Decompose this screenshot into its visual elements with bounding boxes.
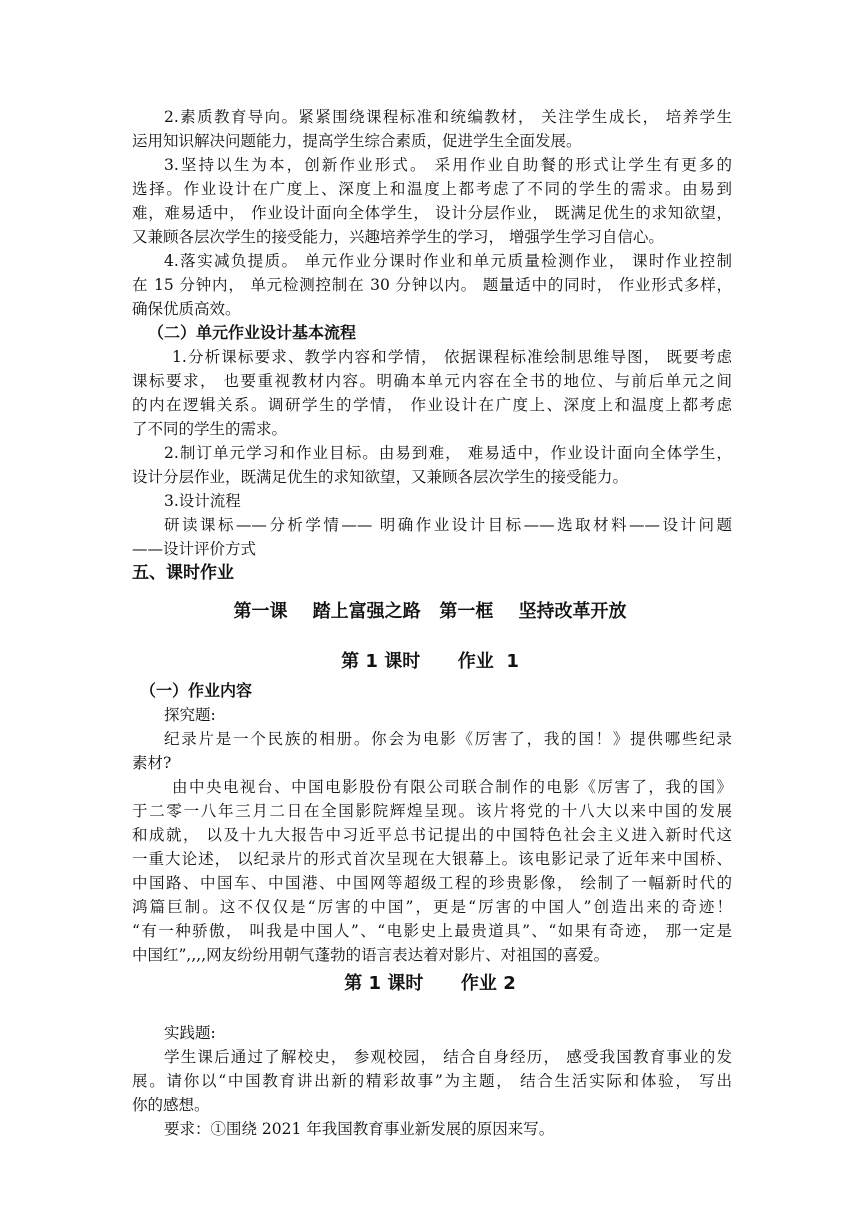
paragraph-line: 一重大论述， 以纪录片的形式首次呈现在大银幕上。该电影记录了近年来中国桥、 bbox=[132, 850, 732, 868]
paragraph-line: 4.落实减负提质。 单元作业分课时作业和单元质量检测作业， 课时作业控制 bbox=[164, 252, 732, 270]
paragraph-line: 设计分层作业，既满足优生的求知欲望，又兼顾各层次学生的接受能力。 bbox=[132, 468, 629, 486]
section-heading-workflow: （二）单元作业设计基本流程 bbox=[148, 323, 357, 342]
paragraph-line: 实践题: bbox=[164, 1024, 216, 1042]
homework-1-title: 第 1 课时 作业 1 bbox=[341, 651, 519, 672]
paragraph-line: 学生课后通过了解校史， 参观校园， 结合自身经历， 感受我国教育事业的发 bbox=[164, 1048, 732, 1066]
paragraph-line: 素材? bbox=[132, 754, 172, 772]
paragraph-line: 确保优质高效。 bbox=[132, 300, 241, 318]
paragraph-line: 要求：①围绕 2021 年我国教育事业新发展的原因来写。 bbox=[164, 1120, 555, 1138]
paragraph-line: 3.设计流程 bbox=[164, 492, 241, 510]
paragraph-line: 运用知识解决问题能力，提高学生综合素质，促进学生全面发展。 bbox=[132, 132, 582, 150]
paragraph-line: 选择。作业设计在广度上、深度上和温度上都考虑了不同的学生的需求。由易到 bbox=[132, 180, 732, 198]
paragraph-line: 了不同的学生的需求。 bbox=[132, 420, 288, 438]
paragraph-line: 在 15 分钟内， 单元检测控制在 30 分钟以内。 题量适中的同时， 作业形式多样， bbox=[132, 276, 732, 294]
paragraph-line: 难，难易适中， 作业设计面向全体学生， 设计分层作业， 既满足优生的求知欲望， bbox=[132, 204, 732, 222]
paragraph-line: 研读课标——分析学情—— 明确作业设计目标——选取材料——设计问题 bbox=[164, 516, 732, 534]
lesson-title: 第一课 踏上富强之路 第一框 坚持改革开放 bbox=[233, 601, 627, 622]
paragraph-line: 纪录片是一个民族的相册。你会为电影《厉害了，我的国！》提供哪些纪录 bbox=[164, 730, 732, 748]
paragraph-line: 你的感想。 bbox=[132, 1096, 210, 1114]
paragraph-line: 课标要求， 也要重视教材内容。明确本单元内容在全书的地位、与前后单元之间 bbox=[132, 372, 732, 390]
paragraph-line: 探究题: bbox=[164, 706, 216, 724]
homework-2-title: 第 1 课时 作业 2 bbox=[344, 973, 516, 994]
paragraph-line: 2.素质教育导向。紧紧围绕课程标准和统编教材， 关注学生成长， 培养学生 bbox=[164, 108, 732, 126]
paragraph-line: 鸿篇巨制。这不仅仅是“厉害的中国”，更是“厉害的中国人”创造出来的奇迹！ bbox=[132, 898, 732, 916]
homework-content-heading: （一）作业内容 bbox=[140, 681, 253, 700]
paragraph-line: 由中央电视台、中国电影股份有限公司联合制作的电影《厉害了，我的国》 bbox=[172, 778, 732, 796]
paragraph-line: 展。请你以“中国教育讲出新的精彩故事”为主题， 结合生活实际和体验， 写出 bbox=[132, 1072, 732, 1090]
paragraph-line: 1.分析课标要求、教学内容和学情， 依据课程标准绘制思维导图， 既要考虑 bbox=[172, 348, 732, 366]
paragraph-line: “有一种骄傲， 叫我是中国人”、“电影史上最贵道具”、“如果有奇迹， 那一定是 bbox=[132, 922, 732, 940]
paragraph-line: 的内在逻辑关系。调研学生的学情， 作业设计在广度上、深度上和温度上都考虑 bbox=[132, 396, 732, 414]
paragraph-line: 又兼顾各层次学生的接受能力，兴趣培养学生的学习， 增强学生学习自信心。 bbox=[132, 228, 664, 246]
paragraph-line: 中国路、中国车、中国港、中国网等超级工程的珍贵影像， 绘制了一幅新时代的 bbox=[132, 874, 732, 892]
paragraph-line: 2.制订单元学习和作业目标。由易到难， 难易适中，作业设计面向全体学生， bbox=[164, 444, 732, 462]
paragraph-line: 中国红”,,,,网友纷纷用朝气蓬勃的语言表达着对影片、对祖国的喜爱。 bbox=[132, 946, 610, 964]
paragraph-line: 于二零一八年三月二日在全国影院辉煌呈现。该片将党的十八大以来中国的发展 bbox=[132, 802, 732, 820]
paragraph-line: ——设计评价方式 bbox=[132, 540, 257, 558]
paragraph-line: 和成就， 以及十九大报告中习近平总书记提出的中国特色社会主义进入新时代这 bbox=[132, 826, 732, 844]
section-heading-lesson-homework: 五、课时作业 bbox=[132, 563, 234, 583]
paragraph-line: 3.坚持以生为本，创新作业形式。 采用作业自助餐的形式让学生有更多的 bbox=[164, 156, 732, 174]
